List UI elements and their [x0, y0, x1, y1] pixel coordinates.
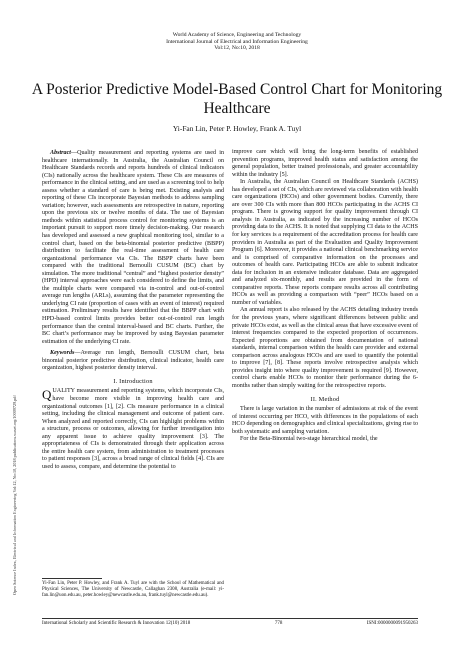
keywords-text: —Average run length, Bernoulli CUSUM chart, beta binomial posterior predictive distribution, clinical indicator, health care organization, highest posterior density interval.: [42, 350, 224, 372]
journal-header-line2: International Journal of Electrical and Information Engineering: [166, 38, 308, 45]
section-heading-method: II. Method: [310, 395, 340, 403]
drop-cap: Q: [42, 387, 52, 403]
right-paragraph-2: In Australia, the Australian Council on Healthcare Standards (ACHS) has developed a set of CIs, which are reviewed via collaboration with health care organizations (HCOs) and other government bodies. Currently, there are over 300 CIs with more than 800 HCOs participating in the ACHS CI program. There is growing support for quality improvement through CI analysis in Australia, as indicated by the increasing number of HCOs providing data to the ACHS. It is noted that supplying CI data to the ACHS for key services is a requirement of the accreditation process for health care providers in Australia as part of the Evaluation and Quality Improvement Program [6]. Moreover, it provides a national clinical benchmarking service and is comprised of comparative information on the processes and outcomes of health care. Participating HCOs are able to submit indicator data for inclusion in an extensive indicator database. Data are aggregated and analyzed six-monthly, and results are provided in the form of comparative reports. These reports compare results across all contributing HCOs as well as providing a comparison with “peer” HCOs based on a number of variables.: [232, 179, 418, 306]
page-footer: [42, 621, 418, 626]
left-column: [42, 150, 224, 471]
author-footnote: Yi-Fan Lin, Peter P. Howley, and Frank A. Tuyl are with the School of Mathematical and Physical Sciences, The University of Newcastle, Callaghan 2308, Australia (e-mail: yi-fan.lin@uon.edu.au, peter.howley@newcastle.edu.au, frank.tuyl@newcastle.edu.au).: [42, 581, 224, 598]
method-paragraph-2: For the Beta-Binomial two-stage hierarchical model, the: [240, 436, 378, 443]
journal-header: [0, 32, 474, 52]
keywords: [42, 350, 224, 373]
abstract-label: Abstract: [50, 150, 71, 156]
paper-authors: Yi-Fan Lin, Peter P. Howley, Frank A. Tuyl: [172, 124, 302, 133]
section-heading-introduction: I. Introduction: [113, 377, 153, 385]
side-margin-text: Open Science Index, Electrical and Information Engineering Vol:12, No:10, 2018 publications.waset.org/10009729.pdf: [12, 395, 17, 595]
introduction-paragraph: [42, 388, 224, 471]
method-paragraph-1: There is large variation in the number of admissions at risk of the event of interest occurring per HCO, with differences in the populations of each HCO depending on demographics and clinical specializations, giving rise to both systematic and sampling variation.: [232, 406, 418, 435]
paper-title: A Posterior Predictive Model-Based Control Chart for Monitoring Healthcare: [31, 81, 443, 117]
keywords-label: Keywords: [50, 350, 75, 357]
right-paragraph-3: An annual report is also released by the ACHS detailing industry trends for the previous years, where significant differences between public and private HCOs exist, as well as the clinical areas that have excessive event of interest frequencies compared to the expected proportion of occurrences. Expected proportions are obtained from documentation of national standards, internal comparison within the health care provider and external comparison across analogous HCOs and are used to quantify the potential to improve [7], [8]. These reports involve retrospective analysis which provides insight into where quality improvement is required [9]. However, control charts enable HCOs to monitor their performance during the 6-months rather than simply waiting for the retrospective reports.: [232, 307, 418, 389]
abstract-text: —Quality measurement and reporting systems are used in healthcare internationally. In Australia, the Australian Council on Healthcare Standards records and reports hundreds of clinical indicators (CIs) nationally across the healthcare system. These CIs are measures of performance in the clinical setting, and are used as a screening tool to help assess whether a standard of care is being met. Existing analysis and reporting of these CIs incorporate Bayesian methods to address sampling variation; however, such assessments are retrospective in nature, reporting upon the previous six or twelve months of data. The use of Bayesian methods within statistical process control for monitoring systems is an important pursuit to support more timely decision-making. Our research has developed and assessed a new graphical monitoring tool, similar to a control chart, based on the beta-binomial posterior predictive (BBPP) distribution to facilitate the real-time assessment of health care organizational performance via CIs. The BBPP charts have been compared with the traditional Bernoulli CUSUM (BC) chart by simulation. The more traditional “central” and “highest posterior density” (HPD) interval approaches were each considered to define the limits, and the multiple charts were compared via in-control and out-of-control average run lengths (ARLs), assuming that the parameter representing the underlying CI rate (proportion of cases with an event of interest) required estimation. Preliminary results have identified that the BBPP chart with HPD-based control limits provides better out-of-control run length performance than the central interval-based and BC charts. Further, the BC chart’s performance may be improved by using Bayesian parameter estimation of the underlying CI rate.: [42, 150, 224, 345]
journal-header-line1: World Academy of Science, Engineering and Technology: [172, 32, 302, 38]
footer-journal: International Scholarly and Scientific Research & Innovation 12(10) 2018: [42, 621, 191, 626]
footer-page-number: 778: [274, 621, 283, 626]
right-column: [232, 149, 418, 444]
footer-isni: ISNI:0000000091950263: [366, 621, 418, 626]
footer-rule: [42, 618, 418, 619]
footnote-rule: [42, 578, 102, 579]
right-paragraph-1: improve care which will bring the long-term benefits of established prevention programs, improved health status and satisfaction among the general population, better trained professionals, and greater accountability within the industry [5].: [232, 149, 418, 178]
introduction-text: UALITY measurement and reporting systems, which incorporate CIs, have become more visible in improving health care and organizational outcomes [1], [2]. CIs measure performance in a clinical setting, including the clinical management and outcome of patient care. When analyzed and reported correctly, CIs can highlight problems within a structure, process or outcomes, allowing for further investigation into any apparent issue to achieve quality improvement [3]. The appropriateness of CIs is demonstrated through their application across the entire health care system, from administration to treatment processes to patient responses [3], across a broad range of clinical fields [4]. CIs are used to assess, compare, and determine the potential to: [42, 388, 224, 470]
journal-header-line3: Vol:12, No:10, 2018: [214, 45, 260, 52]
abstract: [42, 150, 224, 346]
